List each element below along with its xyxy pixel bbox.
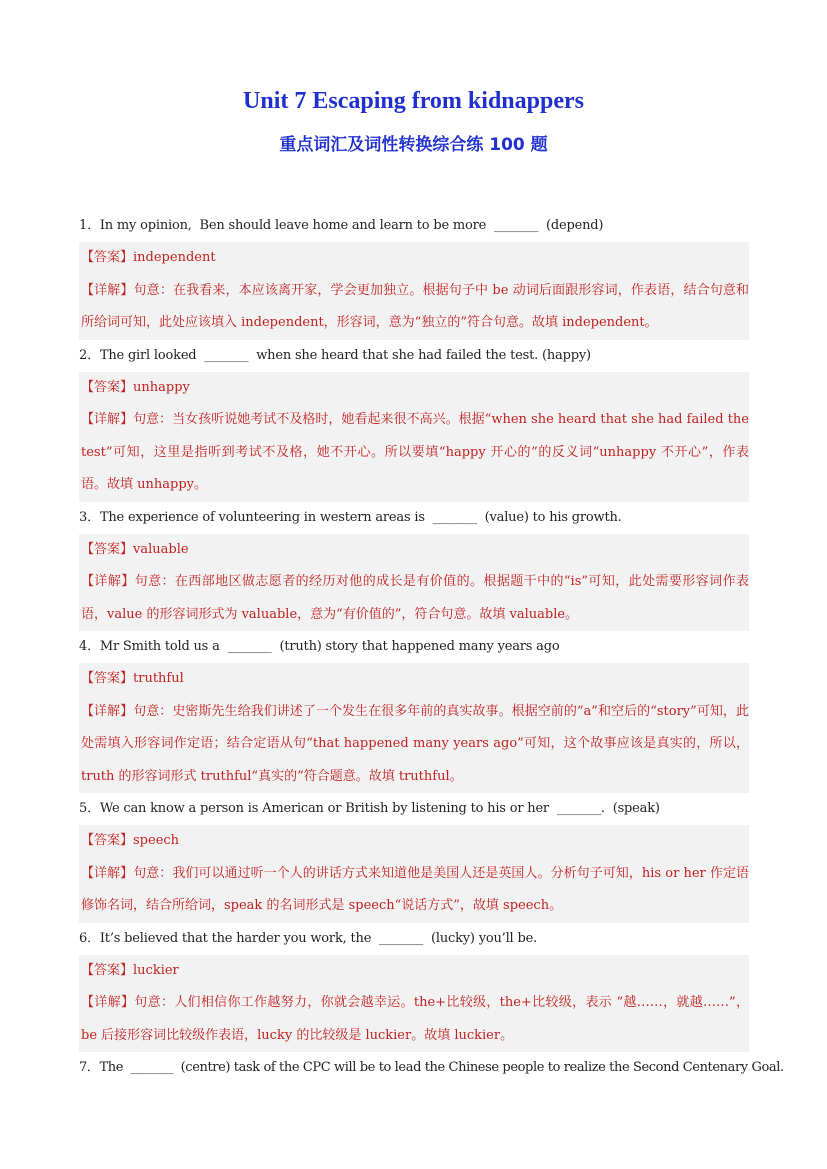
question-text: 5．We can know a person is American or British by listening to his or her _______. (speak) <box>79 801 660 816</box>
question-text: 2．The girl looked _______ when she heard that she had failed the test. (happy) <box>79 347 591 363</box>
answer-label: 【答案】 <box>81 379 134 395</box>
question-text: 1．In my opinion, Ben should leave home and learn to be more _______ (depend) <box>79 218 604 233</box>
answer-box <box>79 663 749 793</box>
detail-label: 【详解】 <box>81 995 135 1010</box>
answer-box <box>79 955 749 1053</box>
exercise-item <box>79 340 749 502</box>
exercise-item <box>79 631 749 793</box>
question-text: 7．The _______ (centre) task of the CPC will be to lead the Chinese people to realize the Second Centenary Goal. <box>79 1060 784 1075</box>
answer-label: 【答案】 <box>81 671 134 686</box>
exercise-list <box>79 210 784 1084</box>
answer-label: 【答案】 <box>81 962 134 978</box>
answer-value: valuable <box>133 541 189 557</box>
page-subtitle: 重点词汇及词性转换综合练 100 题 <box>279 135 548 155</box>
answer-value: unhappy <box>133 379 190 395</box>
exercise-item <box>79 793 749 923</box>
answer-line <box>81 534 749 567</box>
answer-value: luckier <box>133 962 179 978</box>
answer-box <box>79 825 749 923</box>
exercise-item <box>79 502 749 632</box>
question-text: 4．Mr Smith told us a _______ (truth) story that happened many years ago <box>79 639 560 654</box>
detail-label: 【详解】 <box>81 412 134 427</box>
detail-text: 句意：我们可以通过听一个人的讲话方式来知道他是美国人还是英国人。分析句子可知，his or her 作定语修饰名词，结合所给词，speak 的名词形式是 speech“说话方式”，故填 speech。 <box>81 865 749 913</box>
question-text: 3．The experience of volunteering in western areas is _______ (value) to his growth. <box>79 509 622 525</box>
answer-label: 【答案】 <box>81 541 134 557</box>
answer-label: 【答案】 <box>81 833 134 848</box>
answer-box <box>79 242 749 340</box>
answer-box <box>79 372 749 502</box>
answer-line <box>81 242 749 275</box>
detail-line <box>81 858 749 923</box>
page-title: Unit 7 Escaping from kidnappers <box>243 88 584 114</box>
detail-text: 句意：当女孩听说她考试不及格时，她看起来很不高兴。根据“when she heard that she had failed the test”可知，这里是指听到考试不及格，她不开心。所以要填“happy 开心的”的反义词“unhappy 不开心”，作表语。故填 unhappy。 <box>81 412 749 492</box>
answer-line <box>81 372 749 405</box>
detail-label: 【详解】 <box>81 282 134 298</box>
answer-box <box>79 534 749 632</box>
question-text: 6．It’s believed that the harder you work, the _______ (lucky) you’ll be. <box>79 930 537 946</box>
detail-label: 【详解】 <box>81 574 135 589</box>
detail-line <box>81 987 749 1052</box>
detail-text: 句意：在西部地区做志愿者的经历对他的成长是有价值的。根据题干中的“is”可知，此处需要形容词作表语，value 的形容词形式为 valuable，意为“有价值的”，符合句意。故填 valuable。 <box>81 574 749 622</box>
detail-label: 【详解】 <box>81 703 134 719</box>
answer-line <box>81 663 749 696</box>
detail-line <box>81 275 749 340</box>
answer-value: independent <box>133 250 216 265</box>
detail-line <box>81 566 749 631</box>
answer-line <box>81 825 749 858</box>
detail-text: 句意：在我看来，本应该离开家，学会更加独立。根据句子中 be 动词后面跟形容词，作表语，结合句意和所给词可知，此处应该填入 independent，形容词，意为“独立的”符合句意。故填 independent。 <box>81 282 749 330</box>
detail-line <box>81 404 749 502</box>
detail-line <box>81 696 749 794</box>
answer-label: 【答案】 <box>81 250 134 265</box>
exercise-item <box>79 210 749 340</box>
detail-label: 【详解】 <box>81 865 134 881</box>
answer-value: truthful <box>133 671 184 686</box>
answer-value: speech <box>133 833 180 848</box>
detail-text: 句意：人们相信你工作越努力，你就会越幸运。the+比较级，the+比较级，表示 “越……，就越……”，be 后接形容词比较级作表语，lucky 的比较级是 luckier。故填 luckier。 <box>81 995 749 1043</box>
exercise-item <box>79 923 749 1053</box>
answer-line <box>81 955 749 988</box>
detail-text: 句意：史密斯先生给我们讲述了一个发生在很多年前的真实故事。根据空前的“a”和空后的“story”可知，此处需填入形容词作定语；结合定语从句“that happened many years ago”可知，这个故事应该是真实的，所以，truth 的形容词形式 truthful“真实的”符合题意。故填 truthful。 <box>81 703 749 784</box>
